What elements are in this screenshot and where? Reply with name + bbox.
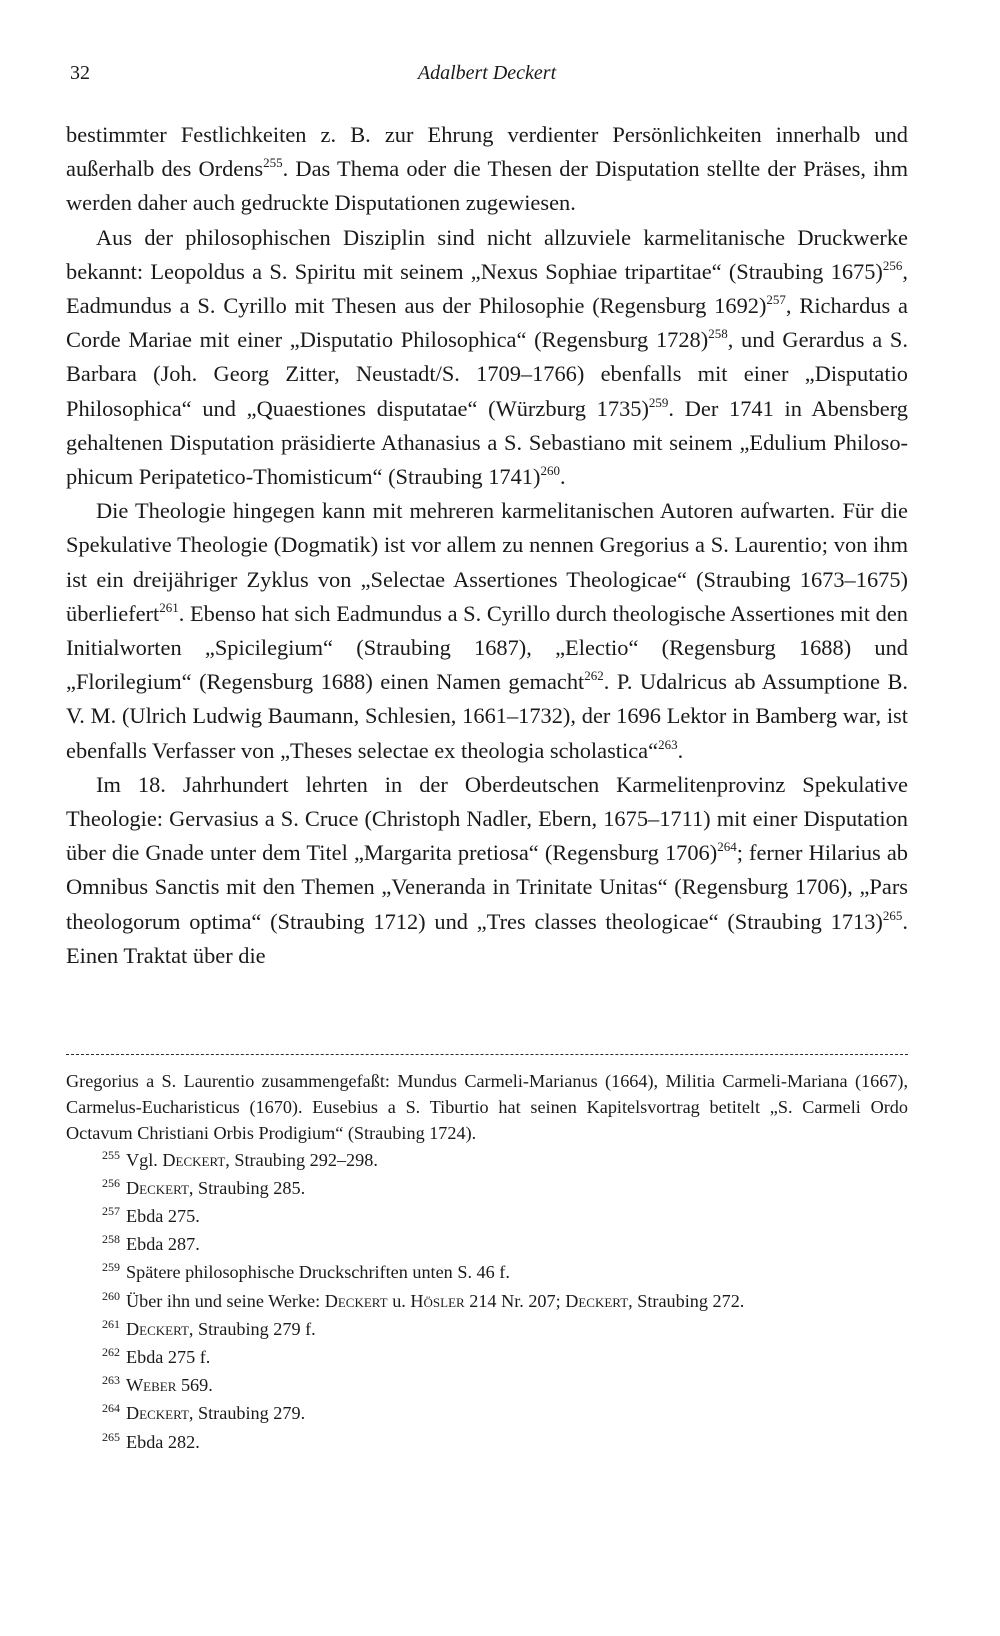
footnote-item [66, 1175, 908, 1203]
footnote-ref[interactable]: 263 [658, 736, 678, 752]
footnote-text: Über ihn und seine Werke: [126, 1290, 325, 1311]
footnote-text: , Straubing 279. [188, 1403, 306, 1424]
footnote-number: 261 [102, 1316, 120, 1331]
text-run: . [559, 464, 566, 490]
footnote-item [66, 1203, 908, 1231]
text-run: . P. Udalricus ab Assumptione B. V. M. (Ulrich Ludwig Baumann, Schlesien, 1661–1732), der 1696 Lektor in Bamberg war, ist ebenfalls Verfasser von „Theses selectae ex theologia scholastica“ [66, 669, 908, 763]
footnote-continuation: Gregorius a S. Laurentio zusammengefaßt: Mundus Carmeli-Marianus (1664), Militia Carmeli-Mariana (1667), Carmelus-Eucharisticus (1670). Eusebius a S. Tiburtio hat seinen Kapitelsvortrag betitelt „S. Carmeli Ordo Octavum Christiani Orbis Prodigium“ (Straubing 1724). [66, 1071, 908, 1144]
footnote-item [66, 1259, 908, 1287]
footnote-author: Deckert [126, 1318, 189, 1339]
footnote-text: Ebda 275 f. [126, 1347, 211, 1368]
footnote-item [66, 1316, 908, 1344]
text-run: . Ebenso hat sich Eadmundus a S. Cyrillo durch theologische Assertiones mit den Initialworten „Spicilegium“ (Straubing 1687), „Electio“ (Regensburg 1688) und „Florilegium“ (Regensburg 1688) einen Namen gemacht [66, 600, 908, 695]
footnote-ref[interactable]: 265 [882, 907, 903, 923]
footnote-text: Spätere philosophische Druckschriften unten S. 46 f. [126, 1262, 510, 1283]
footnote-text: 214 Nr. 207; [464, 1290, 566, 1311]
footnote-ref[interactable]: 257 [766, 292, 786, 308]
text-run: ; ferner Hilarius ab Omnibus Sanctis mit den Themen „Veneranda in Trinitate Unitas“ (Regensburg 1706), „Pars theologorum optima“ (Straubing 1712) und „Tres classes theologicae“ (Straubing 1713) [66, 840, 908, 934]
footnote-text: , Straubing 292–298. [225, 1149, 378, 1170]
footnote-text: 569. [176, 1375, 213, 1396]
footnote-ref[interactable]: 256 [882, 257, 903, 273]
footnote-author: Deckert [565, 1290, 629, 1311]
text-run: Im 18. Jahrhundert lehrten in der Oberdeutschen Karmelitenprovinz Spekulative Theologie: Gervasius a S. Cruce (Christoph Nadler, Ebern, 1675–1711) mit einer Disputation über die Gnade unter dem Titel „Margarita pretiosa“ (Regensburg 1706) [66, 771, 908, 866]
footnote-item [66, 1288, 908, 1316]
footnote-text: Ebda 282. [126, 1431, 200, 1452]
text-run: bestimmter Festlichkeiten z. B. zur Ehrung verdienter Persönlichkeiten innerhalb und außerhalb des Ordens [66, 122, 908, 182]
footnote-list [66, 1147, 908, 1457]
footnote-number: 256 [102, 1175, 120, 1190]
paragraph-3 [66, 494, 908, 768]
footnote-number: 259 [102, 1260, 120, 1275]
footnote-text: , Straubing 272. [628, 1290, 745, 1311]
footnote-author: Deckert [126, 1177, 189, 1198]
footnote-item [66, 1400, 908, 1428]
footnote-number: 262 [102, 1345, 120, 1360]
text-run: Die Theologie hingegen kann mit mehreren karmelitanischen Autoren aufwarten. Für die Spekulative Theologie (Dogmatik) ist vor allem zu nennen Gregorius a S. Laurentio; von ihm ist ein dreijähriger Zyklus von „Selectae Assertiones Theologicae“ (Straubing 1673–1675) überliefert [66, 498, 908, 626]
footnote-item [66, 1372, 908, 1400]
footnote-item [66, 1231, 908, 1259]
text-run: , Richardus a Corde Mariae mit einer „Disputatio Philosophica“ (Regensburg 1728) [66, 293, 908, 353]
footnote-number: 258 [102, 1232, 120, 1247]
footnote-text: u. [387, 1290, 411, 1311]
footnote-author: Weber [126, 1375, 177, 1396]
text-run: , und Gerardus a S. Barbara (Joh. Georg Zitter, Neustadt/S. 1709–1766) ebenfalls mit einer „Disputatio Philosophica“ und „Quaestiones disputatae“ (Würzburg 1735) [66, 327, 908, 421]
footnote-text: , Straubing 279 f. [188, 1318, 316, 1339]
paragraph-1 [66, 118, 908, 221]
footnote-text: Ebda 287. [126, 1234, 200, 1255]
footnote-divider [66, 1054, 908, 1055]
footnote-number: 260 [102, 1288, 120, 1303]
footnote-ref[interactable]: 262 [584, 668, 604, 684]
footnote-number: 263 [102, 1373, 120, 1388]
footnote-author: Deckert [324, 1290, 388, 1311]
footnote-item [66, 1344, 908, 1372]
footnote-ref[interactable]: 258 [708, 326, 728, 342]
footnotes [66, 1068, 908, 1457]
footnote-text: , Straubing 285. [188, 1177, 306, 1198]
footnote-number: 265 [102, 1429, 120, 1444]
text-run: , Eadmundus a S. Cyrillo mit Thesen aus der Philosophie (Regensburg 1692) [66, 258, 908, 319]
footnote-ref[interactable]: 260 [540, 463, 560, 479]
text-run: . Der 1741 in Abensberg gehaltenen Disputation präsidierte Athanasius a S. Sebastiano mit seinem „Edulium Philosophicum Peripatetico-Thomisticum“ (Straubing 1741) [66, 395, 908, 490]
footnote-ref[interactable]: 264 [717, 839, 737, 855]
footnote-ref[interactable]: 261 [159, 599, 179, 615]
text-run: . [677, 737, 684, 763]
page-number: 32 [70, 62, 90, 84]
footnote-author: Deckert [126, 1403, 189, 1424]
footnote-item [66, 1147, 908, 1175]
footnote-author: Deckert [162, 1149, 226, 1170]
running-head [66, 62, 908, 92]
text-run: . Das Thema oder die Thesen der Disputation stellte der Präses, ihm werden daher auch gedruckte Disputationen zugewiesen. [66, 156, 908, 216]
footnote-item [66, 1429, 908, 1457]
footnote-text: Ebda 275. [126, 1206, 200, 1227]
main-text [66, 118, 908, 973]
footnote-author: Hösler [410, 1290, 465, 1311]
footnote-ref[interactable]: 255 [263, 155, 283, 171]
running-head-author: Adalbert Deckert [417, 62, 557, 84]
footnote-number: 257 [102, 1204, 120, 1219]
footnote-ref[interactable]: 259 [648, 394, 669, 410]
paragraph-2 [66, 221, 908, 495]
text-run: . Einen Traktat über die [66, 908, 908, 968]
footnote-number: 264 [102, 1401, 120, 1416]
text-run: Aus der philosophischen Disziplin sind nicht allzuviele karmelitanische Druckwerke bekannt: Leopoldus a S. Spiritu mit seinem „Nexus Sophiae tripartitae“ (Straubing 1675) [66, 224, 908, 284]
footnote-number: 255 [102, 1147, 120, 1162]
footnote-text: Vgl. [126, 1149, 163, 1170]
paragraph-4 [66, 768, 908, 973]
